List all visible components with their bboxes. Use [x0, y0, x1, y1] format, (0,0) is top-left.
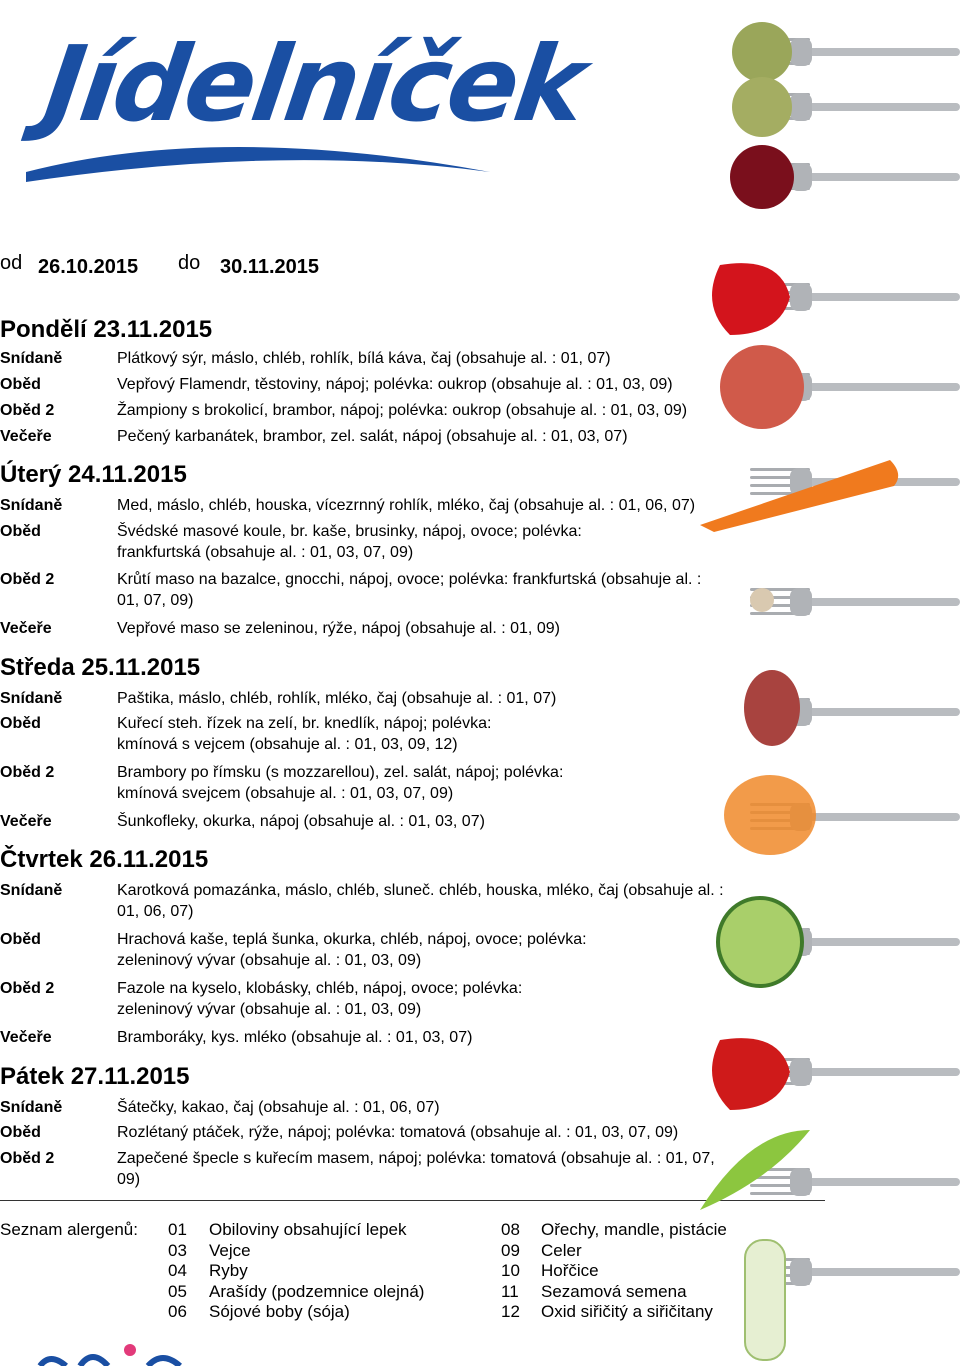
fork-neck	[790, 38, 812, 66]
day-title: Čtvrtek 26.11.2015	[0, 846, 209, 873]
meal-label: Oběd	[0, 523, 41, 540]
meal-line: Rozlétaný ptáček, rýže, nápoj; polévka: tomatová (obsahuje al. : 01, 03, 07, 09)	[117, 1124, 679, 1141]
apple-icon	[720, 345, 804, 429]
allergen-name: Obiloviny obsahující lepek	[209, 1220, 407, 1239]
day-title: Pátek 27.11.2015	[0, 1063, 190, 1090]
logo-title: Jídelníček	[37, 23, 591, 145]
meal-label: Oběd	[0, 931, 41, 948]
meal-line: kmínová svejcem (obsahuje al. : 01, 03, 07, 09)	[117, 785, 454, 802]
meal-line: Kuřecí steh. řízek na zelí, br. knedlík, nápoj; polévka:	[117, 715, 492, 732]
meal-line: Krůtí maso na bazalce, gnocchi, nápoj, ovoce; polévka: frankfurtská (obsahuje al. :	[117, 571, 702, 588]
range-from-date: 26.10.2015	[38, 256, 139, 278]
meal-line: zeleninový vývar (obsahuje al. : 01, 03, 09)	[117, 1001, 422, 1018]
day-title: Středa 25.11.2015	[0, 654, 201, 681]
meal-label: Večeře	[0, 1029, 52, 1046]
meal-line: zeleninový vývar (obsahuje al. : 01, 03, 09)	[117, 952, 422, 969]
meal-label: Oběd 2	[0, 571, 55, 588]
meal-label: Snídaně	[0, 497, 63, 514]
meal-line: Žampiony s brokolicí, brambor, nápoj; polévka: oukrop (obsahuje al. : 01, 03, 09)	[117, 402, 688, 419]
meal-label: Oběd	[0, 1124, 41, 1141]
fork-handle	[800, 708, 960, 716]
meal-line: Hrachová kaše, teplá šunka, okurka, chléb, nápoj, ovoce; polévka:	[117, 931, 587, 948]
fork-decoration	[690, 0, 960, 1366]
allergen-number: 09	[501, 1240, 520, 1260]
range-to-label: do	[178, 252, 201, 274]
allergen-name: Oxid siřičitý a siřičitany	[541, 1302, 713, 1321]
salami-icon	[744, 670, 800, 746]
fork-handle	[800, 598, 960, 606]
day-title: Úterý 24.11.2015	[0, 461, 187, 488]
allergen-title: Seznam alergenů:	[0, 1220, 138, 1239]
fork-handle	[800, 1178, 960, 1186]
allergen-number: 06	[168, 1302, 187, 1321]
meal-label: Oběd 2	[0, 980, 55, 997]
fork-neck	[790, 1168, 812, 1196]
fork-neck	[790, 93, 812, 121]
meal-line: kmínová s vejcem (obsahuje al. : 01, 03, 09, 12)	[117, 736, 458, 753]
meal-line: 09)	[117, 1171, 141, 1188]
strawberry-icon	[712, 1038, 790, 1110]
allergen-number: 03	[168, 1240, 187, 1260]
meal-line: Fazole na kyselo, klobásky, chléb, nápoj, ovoce; polévka:	[117, 980, 523, 997]
brussels-sprout-icon	[732, 77, 792, 137]
meal-label: Oběd 2	[0, 764, 55, 781]
bottom-logo-icon	[30, 1338, 190, 1366]
brussels-sprout-icon	[732, 22, 792, 82]
fork-neck	[790, 1258, 812, 1286]
spring-onion-icon	[745, 1240, 785, 1360]
allergen-number: 11	[501, 1281, 519, 1301]
meal-label: Snídaně	[0, 350, 63, 367]
day-title: Pondělí 23.11.2015	[0, 316, 213, 343]
fork-handle	[800, 1068, 960, 1076]
fork-handle	[800, 293, 960, 301]
allergen-name: Sójové boby (sója)	[209, 1302, 350, 1321]
range-to-date: 30.11.2015	[220, 256, 319, 278]
fork-handle	[800, 383, 960, 391]
meal-line: Paštika, máslo, chléb, rohlík, mléko, čaj (obsahuje al. : 01, 07)	[117, 690, 557, 707]
cherry-icon	[730, 145, 794, 209]
meal-line: Bramboráky, kys. mléko (obsahuje al. : 01, 03, 07)	[117, 1029, 473, 1046]
cucumber-icon	[718, 898, 802, 986]
meal-label: Oběd	[0, 715, 41, 732]
meal-label: Oběd	[0, 376, 41, 393]
allergen-number: 05	[168, 1281, 187, 1301]
meal-label: Oběd 2	[0, 1150, 55, 1167]
meal-line: Med, máslo, chléb, houska, vícezrnný rohlík, mléko, čaj (obsahuje al. : 01, 06, 07)	[117, 497, 696, 514]
fork-neck	[790, 283, 812, 311]
meal-line: Karotková pomazánka, máslo, chléb, sluneč. chléb, houska, mléko, čaj (obsahuje al. :	[117, 882, 724, 899]
allergen-number: 08	[501, 1220, 520, 1239]
meal-label: Večeře	[0, 813, 52, 830]
mushroom-icon	[750, 588, 774, 612]
allergen-name: Arašídy (podzemnice olejná)	[209, 1281, 425, 1301]
allergen-number: 10	[501, 1261, 520, 1280]
strawberry-icon	[712, 263, 790, 335]
fork-handle	[800, 173, 960, 181]
range-from-label: od	[0, 252, 23, 274]
fork-handle	[800, 103, 960, 111]
meal-label: Večeře	[0, 620, 52, 637]
meal-label: Oběd 2	[0, 402, 55, 419]
meal-line: Pečený karbanátek, brambor, zel. salát, nápoj (obsahuje al. : 01, 03, 07)	[117, 428, 628, 445]
meal-label: Večeře	[0, 428, 52, 445]
fork-handle	[800, 938, 960, 946]
allergen-name: Ryby	[209, 1261, 248, 1280]
fork-handle	[800, 1268, 960, 1276]
allergen-number: 04	[168, 1261, 187, 1280]
meal-line: Brambory po římsku (s mozzarellou), zel. salát, nápoj; polévka:	[117, 764, 564, 781]
meal-label: Snídaně	[0, 882, 63, 899]
meal-label: Snídaně	[0, 1099, 63, 1116]
meal-line: 01, 07, 09)	[117, 592, 194, 609]
allergen-name: Vejce	[209, 1240, 251, 1260]
fork-handle	[800, 48, 960, 56]
meal-line: Vepřové maso se zeleninou, rýže, nápoj (obsahuje al. : 01, 09)	[117, 620, 560, 637]
meal-line: 01, 06, 07)	[117, 903, 194, 920]
meal-line: Zapečené špecle s kuřecím masem, nápoj; polévka: tomatová (obsahuje al. : 01, 07,	[117, 1150, 715, 1167]
fork-neck	[790, 1058, 812, 1086]
meal-line: Šunkofleky, okurka, nápoj (obsahuje al. : 01, 03, 07)	[117, 813, 485, 830]
allergen-number: 01	[168, 1220, 187, 1239]
meal-line: Šátečky, kakao, čaj (obsahuje al. : 01, 06, 07)	[117, 1099, 440, 1116]
fork-handle	[800, 813, 960, 821]
allergen-number: 12	[501, 1302, 520, 1321]
meal-line: Vepřový Flamendr, těstoviny, nápoj; polévka: oukrop (obsahuje al. : 01, 03, 09)	[117, 376, 673, 393]
meal-line: Švédské masové koule, br. kaše, brusinky, nápoj, ovoce; polévka:	[117, 523, 582, 540]
allergen-name: Sezamová semena	[541, 1281, 687, 1301]
grated-carrot-icon	[724, 775, 816, 855]
meal-line: frankfurtská (obsahuje al. : 01, 03, 07, 09)	[117, 544, 414, 561]
allergen-name: Ořechy, mandle, pistácie	[541, 1220, 727, 1239]
fork-neck	[790, 588, 812, 616]
meal-line: Plátkový sýr, máslo, chléb, rohlík, bílá káva, čaj (obsahuje al. : 01, 07)	[117, 350, 611, 367]
allergen-name: Celer	[541, 1240, 582, 1260]
meal-label: Snídaně	[0, 690, 63, 707]
allergen-name: Hořčice	[541, 1261, 599, 1280]
